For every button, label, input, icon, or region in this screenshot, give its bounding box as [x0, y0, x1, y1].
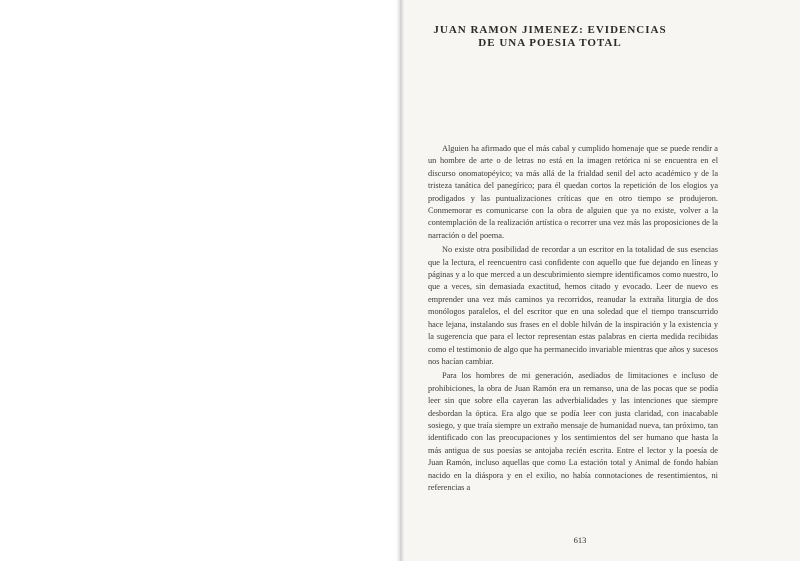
title-line-1: JUAN RAMON JIMENEZ: EVIDENCIAS	[433, 24, 667, 36]
page-number: 613	[573, 535, 587, 545]
paragraph-2: No existe otra posibilidad de recordar a un escritor en la totalidad de sus esencias que la lectura, el reencuentro casi confidente con aquello que fue dejando en líneas y páginas y a lo que merced a un descubrimiento siempre identificamos como nuestro, lo que a veces, sin demasiada exactitud, hemos citado y evocado. Leer de nuevo es emprender una vez más caminos ya recorridos, reanudar la extraña liturgia de dos monólogos paralelos, el del escritor que en una soledad que el tiempo transcurrido hace lejana, instalando sus frases en el doble hilván de la inspiración y la existencia y la sugerencia que para el lector representan estas palabras en cierta medida recibidas como el testimonio de algo que ha permanecido invariable mientras que años y sucesos nos hacían cambiar.	[428, 245, 718, 366]
left-page-blank	[0, 0, 396, 561]
paragraph-1: Alguien ha afirmado que el más cabal y cumplido homenaje que se puede rendir a un hombre de arte o de letras no está en la imagen retórica ni se encuentra en el discurso onomatopéyico; va más allá de la frialdad senil del acto académico y de la tristeza tanática del panegírico; para él quedan cortos la repetición de los elogios ya prodigados y las puntualizaciones críticas que en otro tiempo se produjeron. Conmemorar es comunicarse con la obra de alguien que ya no existe, volver a la contemplación de la realización artística o recorrer una vez más las proposiciones de la narración o del poema.	[428, 144, 718, 240]
paragraph-3: Para los hombres de mi generación, asediados de limitaciones e incluso de prohibiciones, la obra de Juan Ramón era un remanso, una de las pocas que se podía leer sin que sobre ella cayeran las adverbialidades y las intenciones que siempre desbordan la óptica. Era algo que se podía leer con justa claridad, con inacabable sosiego, y que traía siempre un extraño mensaje de humanidad nueva, tan próximo, tan identificado con las preocupaciones y los sentimientos del ser humano que hasta la más antigua de sus poesías se antojaba recién escrita. Entre el lector y la poesía de Juan Ramón, incluso aquellas que como La estación total y Animal de fondo habían nacido en la diáspora y en el exilio, no había connotaciones de resentimientos, ni referencias a	[428, 371, 718, 492]
article-body	[428, 143, 718, 528]
article-title	[430, 24, 670, 50]
title-line-2: DE UNA POESIA TOTAL	[478, 37, 622, 49]
book-gutter	[396, 0, 404, 561]
